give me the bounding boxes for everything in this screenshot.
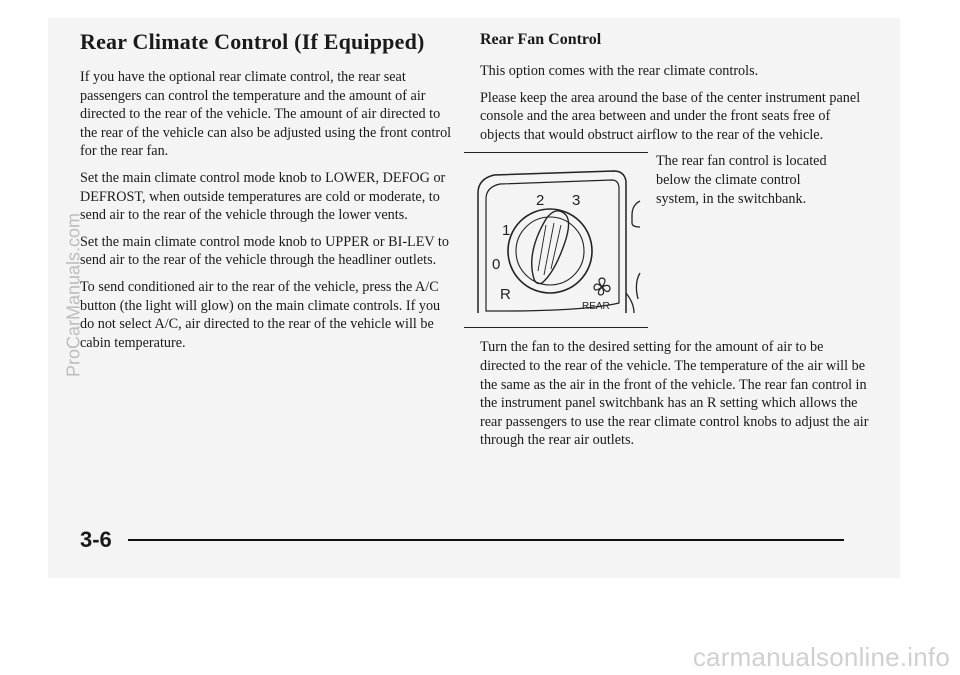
position-r-label: R <box>500 286 511 304</box>
figure-caption <box>656 152 846 208</box>
adjacent-button-top <box>632 201 640 227</box>
figure-row <box>480 152 872 330</box>
fan-knob <box>508 209 592 293</box>
side-watermark-text: ProCarManuals.com <box>63 212 84 378</box>
rear-fan-control-figure <box>464 152 648 328</box>
page-number: 3-6 <box>80 527 112 552</box>
right-paragraph-3: Turn the fan to the desired setting for the amount of air to be directed to the rear of the vehicle. The temperature of the air will be the same as the air in the front of the vehicle. The rear fan control in the instrument panel switchbank has an R setting which allows the rear passengers to use the rear climate control knobs to adjust the air through the rear air outlets. <box>480 339 869 449</box>
left-paragraph-4: To send conditioned air to the rear of the vehicle, press the A/C button (the light will glow) on the main climate controls. If you do not select A/C, air directed to the rear of the vehicle will be cabin temperature. <box>80 278 441 351</box>
rear-label: REAR <box>582 301 610 313</box>
right-column <box>480 28 872 458</box>
adjacent-button-bottom <box>636 273 640 299</box>
left-paragraph-2: Set the main climate control mode knob to LOWER, DEFOG or DEFROST, when outside temperatures are cold or moderate, to send air to the rear of the vehicle through the lower vents. <box>80 169 446 224</box>
position-0-label: 0 <box>492 256 501 274</box>
fan-icon <box>594 278 610 295</box>
rear-fan-knob-illustration <box>464 153 648 327</box>
figure-caption-text: The rear fan control is located below the climate control system, in the switchbank. <box>656 153 827 207</box>
footer-rule <box>128 539 844 541</box>
panel-edge-curve <box>626 293 634 313</box>
left-column <box>80 28 452 360</box>
section-title: Rear Climate Control (If Equipped) <box>80 29 425 54</box>
right-paragraph-2: Please keep the area around the base of the center instrument panel console and the area between and under the front seats free of objects that would obstruct airflow to the rear of the vehicle. <box>480 89 861 143</box>
position-2-label: 2 <box>536 192 545 210</box>
page-footer <box>80 520 844 560</box>
subsection-title: Rear Fan Control <box>480 31 602 48</box>
right-paragraph-1: This option comes with the rear climate controls. <box>480 63 759 79</box>
position-3-label: 3 <box>572 192 581 210</box>
left-paragraph-3: Set the main climate control mode knob to UPPER or BI-LEV to send air to the rear of the vehicle through the headliner outlets. <box>80 233 449 269</box>
position-1-label: 1 <box>502 222 511 240</box>
left-paragraph-1: If you have the optional rear climate control, the rear seat passengers can control the temperature and the amount of air directed to the rear of the vehicle. The amount of air directed to the rear of the vehicle can also be adjusted using the front control for the rear fan. <box>80 69 452 160</box>
site-watermark: carmanualsonline.info <box>692 642 950 672</box>
